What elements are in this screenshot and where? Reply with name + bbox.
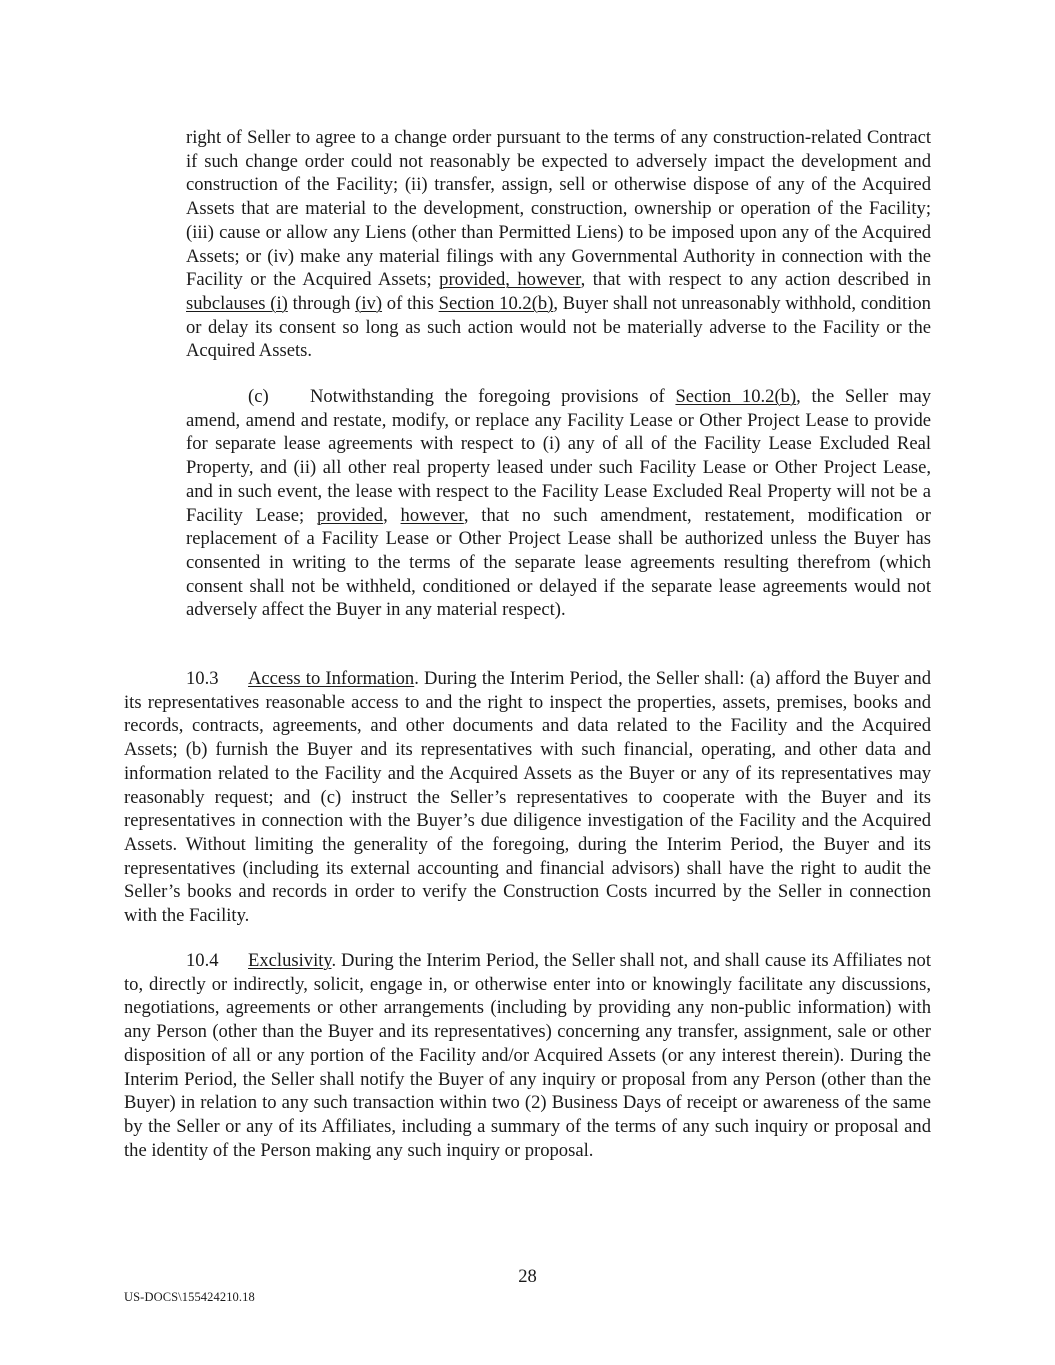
- continuation-text-1: right of Seller to agree to a change order pursuant to the terms of any construction-related Contract if such change order could not reasonably be expected to adversely impact the development and construction of the Facility; (ii) transfer, assign, sell or otherwise dispose of any of the Acquired Assets that are material to the development, construction, ownership or operation of the Facility; (iii) cause or allow any Liens (other than Permitted Liens) to be imposed upon any of the Acquired Assets; or (iv) make any material filings with any Governmental Authority in connection with the Facility or the Acquired Assets;: [186, 127, 931, 291]
- section-10-4-heading: Exclusivity: [248, 950, 332, 971]
- section-10-4-text: . During the Interim Period, the Seller shall not, and shall cause its Affiliates not to, directly or indirectly, solicit, engage in, or otherwise enter into or knowingly facilitate any discussions, negotiations, agreements or other arrangements (including by providing any non-public information) with any Person (other than the Buyer and its representatives) concerning any transfer, assignment, sale or other disposition of all or any portion of the Facility and/or Acquired Assets (or any interest therein). During the Interim Period, the Seller shall notify the Buyer of any inquiry or proposal from any Person (other than the Buyer) in relation to any such transaction within two (2) Business Days of receipt or awareness of the same by the Seller or any of its Affiliates, including a summary of the terms of any such inquiry or proposal and the identity of the Person making any such inquiry or proposal.: [124, 950, 931, 1161]
- clause-c-text-3: , that no such amendment, restatement, modification or replacement of a Facility Lease or Other Project Lease shall be authorized unless the Buyer has consented in writing to the terms of the separate lease agreements resulting therefrom (which consent shall not be withheld, conditioned or delayed if the separate lease agreements would not adversely affect the Buyer in any material respect).: [186, 504, 931, 621]
- continuation-text-4: of this: [382, 292, 439, 314]
- clause-c-provided-term: provided: [316, 504, 384, 526]
- section-10-4-number: 10.4: [186, 950, 219, 971]
- clause-c-text-1: Notwithstanding the foregoing provisions of: [310, 386, 676, 407]
- section-10-2-b-reference: Section 10.2(b): [438, 292, 554, 314]
- section-10-3-text: . During the Interim Period, the Seller shall: (a) afford the Buyer and its representatives reasonable access to and the right to inspect the properties, assets, premises, books and records, contracts, agreements, and other documents and data related to the Facility and the Acquired Assets; (b) furnish the Buyer and its representatives with such financial, operating, and other data and information related to the Facility and the Acquired Assets as the Buyer or any of its representatives may reasonably request; and (c) instruct the Seller’s representatives to cooperate with the Buyer and its representatives in connection with the Buyer’s due diligence investigation of the Facility and the Acquired Assets. Without limiting the generality of the foregoing, during the Interim Period, the Buyer and its representatives (including its external accounting and financial advisors) shall have the right to audit the Seller’s books and records in order to verify the Construction Costs incurred by the Seller in connection with the Facility.: [124, 668, 931, 927]
- section-10-4-paragraph: [124, 949, 931, 1162]
- provided-however-term: provided, however: [439, 269, 581, 291]
- continuation-text-3: through: [287, 292, 356, 314]
- section-10-3-number: 10.3: [186, 668, 219, 689]
- clause-c-label: (c): [248, 386, 269, 407]
- subclauses-reference: subclauses (i): [186, 292, 288, 314]
- clause-c-section-reference: Section 10.2(b): [675, 386, 797, 407]
- section-10-3-heading: Access to Information: [248, 668, 415, 689]
- section-10-2-b-continuation: [186, 126, 931, 363]
- continuation-text-5: , Buyer shall not unreasonably withhold, condition or delay its consent so long as such action would not be materially adverse to the Facility or the Acquired Assets.: [186, 292, 931, 362]
- clause-c-comma: ,: [383, 504, 401, 526]
- section-10-3-paragraph: [124, 667, 931, 928]
- document-id: US-DOCS\155424210.18: [124, 1290, 255, 1304]
- subclause-iv-reference: (iv): [355, 292, 383, 314]
- page-number: 28: [518, 1266, 537, 1287]
- clause-c-text-2: , the Seller may amend, amend and restate, modify, or replace any Facility Lease or Other Project Lease to provide for separate lease agreements with respect to (i) any of all of the Facility Lease Excluded Real Property, and (ii) all other real property leased under such Facility Lease or Other Project Lease, and in such event, the lease with respect to the Facility Lease Excluded Real Property will not be a Facility Lease;: [186, 386, 932, 526]
- clause-c-however-term: however: [400, 504, 464, 526]
- section-10-2-c-paragraph: [186, 385, 931, 622]
- continuation-text-2: , that with respect to any action described in: [580, 269, 931, 291]
